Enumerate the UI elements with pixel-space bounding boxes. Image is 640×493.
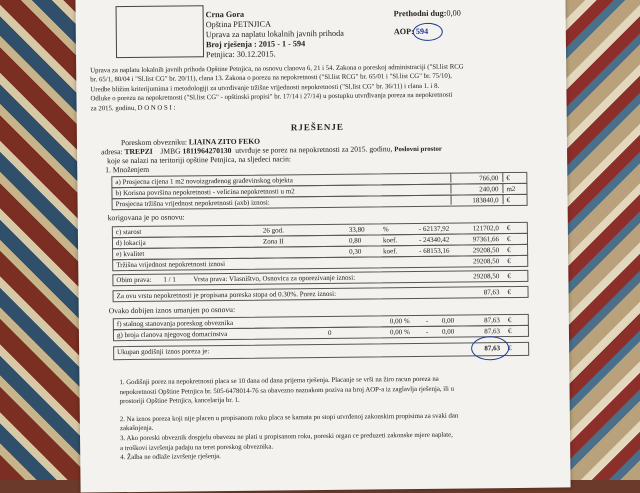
- location-line: koje se nalazi na teritoriji opštine Petnjica, na sljedeci nacin:: [107, 154, 292, 166]
- table2-coef: 0,80: [348, 236, 362, 245]
- table1-label: Prosjecna tržišna vrijednost nepokretnosti (axb) iznosi:: [115, 198, 270, 209]
- handwritten-circle-total: [471, 336, 509, 360]
- table2-currency: €: [506, 224, 511, 233]
- header-country: Crna Gora: [205, 9, 245, 20]
- footer-line: prostoriji Opštine Petnjica, kancelarija br. 1.: [119, 397, 240, 406]
- ownership-type: Vrsta prava: Vlasništvo, Osnovica za oporezivanje iznosi:: [193, 273, 356, 284]
- rate-row: [112, 286, 528, 302]
- table2-mid: 26 god.: [262, 226, 284, 235]
- table3-count: 0: [327, 328, 332, 337]
- table3-value: 87,63: [484, 316, 500, 325]
- table1-unit: €: [506, 196, 511, 205]
- market-value: 29208,50: [472, 257, 500, 266]
- total-row: [113, 342, 529, 360]
- table3-amount: 0,00: [441, 316, 455, 325]
- ownership-label: Obim prava:: [116, 275, 152, 285]
- intro-line: Uprava za naplatu lokalnih javnih prihoda Opštine Petnjica, na osnovu clanova 6, 21 i 54. Zakona o poreskoj administraciji ("Sl.list RCG: [90, 63, 464, 75]
- table2-value: 121702,0: [472, 224, 499, 233]
- footer-line: zakašnjenja.: [119, 425, 154, 433]
- table1-unit: €: [506, 174, 510, 183]
- table1-value: 183840,0: [472, 196, 499, 205]
- corrected-label: korigovana je po osnovu:: [107, 212, 185, 223]
- table2-unit: %: [382, 225, 389, 234]
- table3-percent: 0,00 %: [389, 317, 410, 326]
- total-label: Ukupan godišnji iznos poreza je:: [117, 347, 210, 357]
- table2-diff: - 24340,42: [418, 235, 450, 244]
- table3-percent: 0,00 %: [389, 328, 410, 337]
- rate-value: 87,63: [483, 288, 500, 297]
- intro-line: Uredbe bližim kriterijumima i metodologiji za utvrđivanje tržišne vrijednosti nepokretnosti ("Sl.list CG" br. 36/11) i clana 1. i 8.: [90, 82, 440, 94]
- prev-debt-label: Prethodni dug:: [393, 8, 447, 19]
- table3-value: 87,63: [484, 327, 500, 336]
- table3-minus: -: [425, 327, 429, 336]
- prev-debt: [394, 9, 461, 19]
- multiply-label: 1. Množenjem: [105, 164, 150, 175]
- table2-coef: 0,30: [349, 247, 362, 256]
- table1-value: 766,00: [479, 174, 499, 183]
- header-office: Uprava za naplatu lokalnih javnih prihoda: [205, 28, 344, 40]
- table2-currency: €: [506, 235, 511, 244]
- intro-line: br. 65/1, 80/04 i "Sl.list CG" br. 20/11), clana 13. Zakona o porezu na nepokretnosti ("Sl.list RCG" br. 65/01 i "Sl.list CG" br. 75/10),: [90, 73, 452, 84]
- address-value: TREPZI: [124, 146, 153, 157]
- intro-line: za 2015. godinu, D O N O S I :: [90, 104, 176, 113]
- table2-label: e) kvalitet: [116, 249, 145, 259]
- footer-notes: [119, 375, 458, 463]
- table3-minus: -: [425, 316, 429, 325]
- total-currency: €: [508, 344, 512, 353]
- table2-mid: Zona II: [262, 237, 284, 246]
- rate-label: Za ovu vrstu nepokretnosti je propisana poreska stopa od 0.30%. Porez iznosi:: [116, 289, 337, 301]
- header-place-date: Petnjica: 30.12.2015.: [205, 49, 276, 60]
- footer-line: a troškovi izvršenja padaju na teret poreskog obveznika.: [120, 443, 274, 452]
- market-value-currency: €: [507, 257, 511, 266]
- footer-line: 3. Ako poreski obveznik dospjelu obavezu ne plati u propisanom roku, poreski organ ce preduzeti zakonske mjere naplate,: [120, 431, 453, 443]
- table2-label: c) starost: [115, 227, 142, 237]
- table3-currency: €: [507, 327, 512, 336]
- table3-label: g) broja clanova njegovog domacinstva: [116, 330, 228, 340]
- table2-unit: koef.: [382, 236, 398, 245]
- reduced-label: Ovako dobijen iznos umanjen po osnovu:: [108, 304, 236, 316]
- table2-value: 97361,66: [472, 235, 500, 244]
- aop-label: AOP:: [393, 27, 414, 37]
- footer-line: 4. Žalba ne odlaže izvršenje rješenja.: [120, 453, 221, 462]
- footer-line: 1. Godišnji porez na nepokretnosti placa se 10 dana od dana prijema rješenja. Placanje se vrši na žiro racun poreza na: [119, 375, 439, 387]
- assessed-text: utvrđuje se porez na nepokretnosti za 2015. godinu,: [235, 144, 393, 155]
- jmbg-value: 1811964270130: [182, 145, 232, 156]
- table1-label: b) Korisna površina nepokretnosti - velicina nepokretnosti u m2: [115, 187, 295, 198]
- header-decision-no: Broj rješenja : 2015 - 1 - 594: [205, 39, 306, 50]
- footer-line: 2. Na iznos poreza koji nije placen u propisanom roku placa se kamata po stopi utvrđenoj zakonskim propisima za svaki dan: [119, 412, 459, 423]
- document-title: RJEŠENJE: [290, 121, 344, 133]
- tax-decision-document: [75, 0, 570, 493]
- table1-value: 240,00: [479, 185, 499, 194]
- ownership-currency: €: [507, 272, 511, 281]
- table2-label: d) lokacija: [115, 238, 146, 248]
- table1-label: a) Prosjecna cijena 1 m2 novoizgrađenog građevinskog objekta: [115, 176, 293, 187]
- ownership-share: 1 / 1: [163, 275, 176, 284]
- table2-diff: - 62137,92: [418, 224, 450, 233]
- handwritten-circle-aop: [413, 23, 443, 41]
- ownership-value: 29208,50: [473, 272, 500, 281]
- footer-line: nepokretnosti Opštine Petnjica br. 505-6478014-76 sa obavezno naznakom poziva na broj AOP-a iz zaglavlja rješenja, ili u: [119, 385, 455, 396]
- table1-unit: m2: [506, 184, 516, 194]
- property-type: Poslovni prostor: [394, 145, 442, 154]
- address-label: adresa:: [100, 147, 123, 157]
- taxpayer-label: Poreskom obvezniku:: [120, 137, 188, 148]
- table3-amount: 0,00: [441, 327, 455, 336]
- table3-currency: €: [507, 316, 512, 325]
- header-municipality: Opština PETNJICA: [205, 19, 272, 30]
- intro-line: Odluke o porezu na nepokretnosti ("Sl.list CG" - opštinski propisi" br. 17/14 i 27/14) u postupku utvrđivanja poreza na nepokretnosti: [90, 91, 453, 103]
- table2-unit: koef.: [383, 247, 398, 256]
- jmbg-label: JMBG: [160, 146, 181, 156]
- taxpayer-name: LIAINA ZITO FEKO: [188, 136, 261, 147]
- logo-box: [116, 5, 205, 58]
- rate-currency: €: [507, 288, 512, 297]
- total-value: 87,63: [484, 344, 501, 353]
- table2-value: 29208,50: [472, 246, 500, 255]
- prev-debt-value: 0,00: [446, 8, 461, 18]
- intro-text: [90, 63, 464, 114]
- table2-currency: €: [507, 246, 511, 255]
- table2-diff: - 68153,16: [419, 246, 450, 255]
- market-value-label: Tržišna vrijednost nepokretnosti iznosi: [116, 260, 226, 270]
- ownership-row: [112, 270, 528, 286]
- aop-value: 594: [415, 26, 429, 37]
- table2-coef: 33,80: [348, 225, 365, 234]
- table3-label: f) stalnog stanovanja poreskog obveznika: [116, 318, 234, 329]
